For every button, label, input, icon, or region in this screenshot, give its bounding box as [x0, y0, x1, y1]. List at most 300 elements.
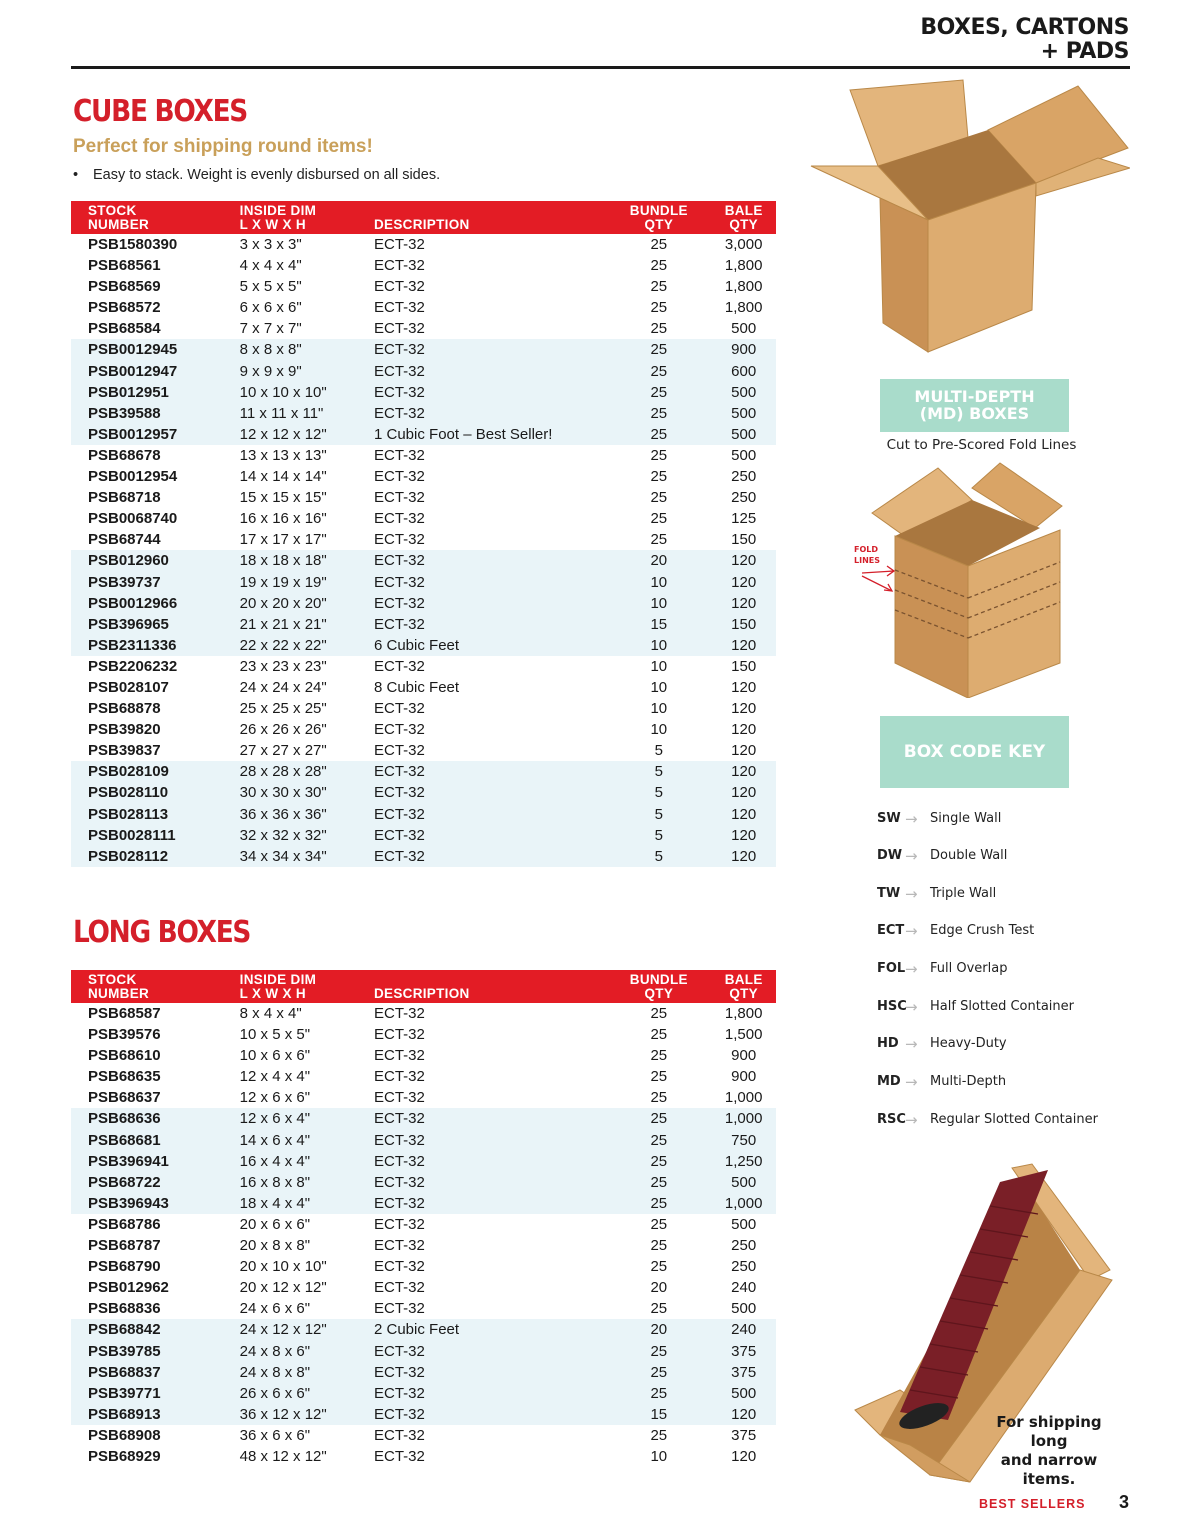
header-inside-dim: INSIDE DIM L X W X H: [240, 201, 374, 234]
cell-stock-number: PSB68837: [71, 1362, 240, 1383]
cell-stock-number: PSB0012947: [71, 361, 240, 382]
header-bale-qty: BALE QTY: [711, 201, 776, 234]
cell-bundle-qty: 25: [650, 510, 668, 528]
table-row: [71, 1383, 776, 1404]
cell-stock-number: PSB68722: [71, 1172, 240, 1193]
cell-description: 8 Cubic Feet: [374, 678, 460, 696]
cell-bundle-qty: 25: [606, 1193, 711, 1214]
cell-bale-qty: 120: [731, 1447, 757, 1465]
cell-stock-number: PSB396943: [71, 1193, 240, 1214]
cell-bale-qty: 120: [731, 678, 757, 696]
cell-bale-qty: 120: [711, 761, 776, 782]
table-row: [71, 614, 776, 635]
cell-description: ECT-32: [374, 1447, 425, 1465]
page-header-title: [920, 16, 1129, 64]
cell-stock-number: PSB68836: [88, 1300, 161, 1318]
long-caption-line-2: and narrow items.: [1000, 1451, 1098, 1488]
cell-stock-number: PSB0012966: [71, 593, 240, 614]
table-row: [71, 403, 776, 424]
cell-stock-number: PSB68786: [88, 1215, 161, 1233]
cell-inside-dim: 27 x 27 x 27": [239, 742, 327, 760]
table-row: [71, 508, 776, 529]
cell-description: ECT-32: [374, 614, 606, 635]
arrow-right-icon: →: [905, 998, 918, 1016]
cell-bale-qty: 3,000: [724, 236, 763, 253]
table-row: [71, 1172, 776, 1193]
cell-bale-qty: 120: [731, 721, 757, 739]
cell-description: ECT-32: [374, 572, 606, 593]
cell-bundle-qty: 25: [650, 1005, 668, 1022]
cell-inside-dim: 16 x 16 x 16": [239, 510, 327, 528]
cell-inside-dim: 23 x 23 x 23": [239, 657, 327, 675]
cell-bale-qty: 1,800: [724, 1005, 763, 1022]
cell-description: ECT-32: [374, 1108, 606, 1129]
table-row: [71, 1277, 776, 1298]
bullet-dot: •: [73, 167, 79, 183]
cell-bale-qty: 120: [711, 782, 776, 803]
bullet-text: Easy to stack. Weight is evenly disbursed on all sides.: [93, 167, 441, 183]
header-inside-dim: INSIDE DIM L X W X H: [240, 970, 374, 1003]
cell-bale-qty: 120: [731, 700, 757, 718]
cell-inside-dim: 12 x 12 x 12": [240, 424, 374, 445]
cell-inside-dim: 5 x 5 x 5": [239, 278, 302, 296]
cell-bale-qty: 750: [711, 1130, 776, 1151]
cell-bundle-qty: 25: [650, 1237, 668, 1255]
table-row: [71, 825, 776, 846]
cell-stock-number: PSB68636: [71, 1108, 240, 1129]
cell-bale-qty: 1,800: [724, 278, 763, 296]
cell-bale-qty: 1,500: [724, 1026, 763, 1044]
header-stock-number: STOCK NUMBER: [71, 970, 240, 1003]
cell-bundle-qty: 25: [650, 489, 668, 507]
header-line-2: + PADS: [1040, 39, 1129, 64]
cell-bundle-qty: 25: [606, 424, 711, 445]
cell-inside-dim: 36 x 6 x 6": [239, 1426, 311, 1444]
cell-bundle-qty: 5: [606, 761, 711, 782]
cell-inside-dim: 26 x 26 x 26": [239, 721, 327, 739]
footer-best-sellers: BEST SELLERS: [979, 1497, 1086, 1511]
cell-bale-qty: 250: [731, 1237, 757, 1255]
cell-bale-qty: 900: [731, 1047, 757, 1065]
cell-bale-qty: 500: [711, 382, 776, 403]
cell-inside-dim: 24 x 8 x 6": [240, 1341, 374, 1362]
cube-boxes-bullet: [73, 167, 440, 183]
cell-bundle-qty: 25: [650, 1258, 668, 1276]
cell-bale-qty: 250: [731, 489, 757, 507]
md-banner-line-2: (MD) BOXES: [919, 404, 1030, 423]
cell-bale-qty: 120: [711, 846, 776, 867]
box-code: ECT: [877, 923, 905, 938]
cell-bundle-qty: 10: [606, 593, 711, 614]
cell-inside-dim: 16 x 4 x 4": [240, 1151, 374, 1172]
table-row: [71, 698, 776, 719]
cell-inside-dim: 15 x 15 x 15": [239, 489, 327, 507]
box-code: DW: [877, 848, 903, 863]
cell-bale-qty: 150: [731, 531, 757, 549]
table-row: [71, 1108, 776, 1129]
cell-bundle-qty: 10: [650, 700, 668, 718]
cell-inside-dim: 11 x 11 x 11": [240, 403, 374, 424]
cell-description: ECT-32: [374, 1426, 425, 1444]
arrow-right-icon: →: [905, 1035, 918, 1053]
table-row: [71, 466, 776, 487]
cell-stock-number: PSB68561: [88, 257, 161, 275]
header-stock-number: STOCK NUMBER: [71, 201, 240, 234]
cell-bundle-qty: 25: [606, 1341, 711, 1362]
table-row: [71, 1151, 776, 1172]
table-row: [71, 635, 776, 656]
table-row: [71, 1425, 776, 1446]
cell-description: ECT-32: [374, 1047, 425, 1065]
cell-inside-dim: 30 x 30 x 30": [240, 782, 374, 803]
cell-stock-number: PSB39771: [71, 1383, 240, 1404]
cell-stock-number: PSB68637: [88, 1089, 161, 1107]
cell-inside-dim: 10 x 6 x 6": [239, 1047, 311, 1065]
cell-inside-dim: 14 x 6 x 4": [240, 1130, 374, 1151]
cell-description: ECT-32: [374, 361, 606, 382]
table-row: [71, 234, 776, 255]
table-row: [71, 1256, 776, 1277]
cell-bundle-qty: 10: [650, 657, 668, 675]
cell-stock-number: PSB1580390: [88, 236, 178, 253]
cell-bundle-qty: 10: [606, 572, 711, 593]
box-code: MD: [877, 1074, 901, 1089]
cell-inside-dim: 8 x 8 x 8": [240, 339, 374, 360]
arrow-right-icon: →: [905, 960, 918, 978]
header-description: DESCRIPTION: [374, 970, 606, 1003]
cell-stock-number: PSB0028111: [71, 825, 240, 846]
cell-description: ECT-32: [374, 510, 425, 528]
cell-stock-number: PSB68790: [88, 1258, 161, 1276]
cube-boxes-title: CUBE BOXES: [73, 94, 247, 129]
cell-inside-dim: 18 x 18 x 18": [240, 550, 374, 571]
table-row: [71, 782, 776, 803]
fold-lines-label-1: FOLD: [854, 545, 879, 554]
cell-bale-qty: 250: [731, 468, 757, 486]
cell-inside-dim: 19 x 19 x 19": [240, 572, 374, 593]
cell-inside-dim: 20 x 8 x 8": [239, 1237, 311, 1255]
table-header-row: [71, 970, 776, 1003]
cell-bundle-qty: 5: [606, 825, 711, 846]
cell-description: ECT-32: [374, 320, 425, 338]
table-row: [71, 804, 776, 825]
cell-inside-dim: 9 x 9 x 9": [240, 361, 374, 382]
cell-inside-dim: 34 x 34 x 34": [240, 846, 374, 867]
cell-bundle-qty: 25: [650, 236, 668, 253]
cell-description: ECT-32: [374, 468, 425, 486]
cell-bale-qty: 1,800: [724, 299, 763, 317]
table-row: [71, 1235, 776, 1256]
arrow-right-icon: →: [905, 1073, 918, 1091]
cell-bundle-qty: 10: [606, 635, 711, 656]
cell-inside-dim: 12 x 6 x 4": [240, 1108, 374, 1129]
table-row: [71, 255, 776, 276]
cell-stock-number: PSB68718: [88, 489, 161, 507]
cell-bale-qty: 150: [711, 614, 776, 635]
table-row: [71, 276, 776, 297]
cell-bundle-qty: 5: [606, 846, 711, 867]
cell-bale-qty: 500: [711, 403, 776, 424]
cell-inside-dim: 12 x 4 x 4": [239, 1068, 311, 1086]
cell-stock-number: PSB68842: [71, 1319, 240, 1340]
table-row: [71, 529, 776, 550]
cell-description: ECT-32: [374, 804, 606, 825]
cell-bale-qty: 900: [711, 339, 776, 360]
cell-stock-number: PSB68913: [71, 1404, 240, 1425]
cell-inside-dim: 22 x 22 x 22": [240, 635, 374, 656]
multi-depth-box-image: [850, 458, 1090, 698]
cell-inside-dim: 18 x 4 x 4": [240, 1193, 374, 1214]
box-code-label: Heavy-Duty: [930, 1036, 1007, 1051]
multi-depth-banner: [880, 379, 1069, 432]
cell-bundle-qty: 25: [650, 531, 668, 549]
table-row: [71, 740, 776, 761]
cell-inside-dim: 7 x 7 x 7": [239, 320, 302, 338]
cell-bale-qty: 120: [711, 804, 776, 825]
cell-bale-qty: 375: [711, 1341, 776, 1362]
cell-bundle-qty: 25: [606, 1383, 711, 1404]
cell-description: ECT-32: [374, 1026, 425, 1044]
cell-bale-qty: 375: [731, 1426, 757, 1444]
table-row: [71, 1130, 776, 1151]
cell-bundle-qty: 5: [606, 782, 711, 803]
long-table-body: [71, 1003, 776, 1467]
cell-stock-number: PSB012962: [88, 1279, 169, 1297]
cell-description: ECT-32: [374, 299, 425, 317]
cell-bundle-qty: 25: [650, 1068, 668, 1086]
cell-description: ECT-32: [374, 1383, 606, 1404]
cell-bale-qty: 500: [711, 1383, 776, 1404]
cell-description: ECT-32: [374, 382, 606, 403]
table-row: [71, 1087, 776, 1108]
cell-bundle-qty: 25: [650, 1047, 668, 1065]
table-row: [71, 1446, 776, 1467]
cell-description: ECT-32: [374, 1151, 606, 1172]
cell-description: ECT-32: [374, 1005, 425, 1022]
box-code-label: Multi-Depth: [930, 1074, 1007, 1089]
cell-bale-qty: 120: [711, 572, 776, 593]
long-boxes-table: [71, 970, 776, 1467]
cell-bundle-qty: 25: [606, 403, 711, 424]
cell-description: ECT-32: [374, 1089, 425, 1107]
cell-stock-number: PSB68587: [88, 1005, 161, 1022]
cell-inside-dim: 10 x 10 x 10": [240, 382, 374, 403]
box-code: TW: [877, 886, 901, 901]
cell-bale-qty: 120: [711, 825, 776, 846]
cell-description: ECT-32: [374, 1341, 606, 1362]
cell-bundle-qty: 25: [650, 257, 668, 275]
header-rule: [71, 66, 1130, 69]
table-row: [71, 297, 776, 318]
cell-bundle-qty: 20: [606, 550, 711, 571]
md-caption: Cut to Pre-Scored Fold Lines: [886, 437, 1077, 453]
table-row: [71, 656, 776, 677]
cell-bundle-qty: 25: [606, 1151, 711, 1172]
cell-stock-number: PSB028113: [71, 804, 240, 825]
cell-bale-qty: 500: [731, 320, 757, 338]
cell-description: 1 Cubic Foot – Best Seller!: [374, 424, 606, 445]
cell-bundle-qty: 25: [650, 1426, 668, 1444]
cell-bundle-qty: 25: [650, 320, 668, 338]
cell-bale-qty: 250: [731, 1258, 757, 1276]
cell-description: ECT-32: [374, 846, 606, 867]
cell-inside-dim: 4 x 4 x 4": [239, 257, 302, 275]
page-number: 3: [1119, 1492, 1130, 1512]
cell-description: ECT-32: [374, 1362, 606, 1383]
box-code-label: Regular Slotted Container: [930, 1112, 1098, 1127]
cell-description: ECT-32: [374, 1193, 606, 1214]
cell-description: 2 Cubic Feet: [374, 1319, 606, 1340]
cell-description: ECT-32: [374, 593, 606, 614]
cell-description: ECT-32: [374, 761, 606, 782]
cell-description: ECT-32: [374, 257, 425, 275]
arrow-right-icon: →: [905, 1111, 918, 1129]
cell-bale-qty: 1,000: [711, 1193, 776, 1214]
cell-inside-dim: 20 x 6 x 6": [239, 1215, 311, 1233]
cell-stock-number: PSB68929: [88, 1447, 161, 1465]
cell-description: ECT-32: [374, 1404, 606, 1425]
cell-stock-number: PSB68787: [88, 1237, 161, 1255]
cell-inside-dim: 36 x 12 x 12": [240, 1404, 374, 1425]
cell-stock-number: PSB39820: [88, 721, 161, 739]
cell-description: ECT-32: [374, 1300, 425, 1318]
cube-box-image: [808, 78, 1130, 354]
cell-bale-qty: 1,000: [724, 1089, 763, 1107]
table-row: [71, 846, 776, 867]
cell-inside-dim: 24 x 24 x 24": [239, 678, 327, 696]
table-row: [71, 1024, 776, 1045]
cell-bundle-qty: 10: [650, 678, 668, 696]
table-row: [71, 1404, 776, 1425]
cell-bale-qty: 120: [711, 593, 776, 614]
cell-inside-dim: 24 x 12 x 12": [240, 1319, 374, 1340]
cell-description: ECT-32: [374, 236, 425, 253]
cell-inside-dim: 16 x 8 x 8": [240, 1172, 374, 1193]
box-code-label: Triple Wall: [930, 886, 997, 901]
md-banner-line-1: MULTI-DEPTH: [914, 387, 1035, 406]
cell-bale-qty: 1,000: [711, 1108, 776, 1129]
cell-stock-number: PSB0068740: [88, 510, 178, 528]
header-bundle-qty: BUNDLE QTY: [606, 201, 711, 234]
cell-description: ECT-32: [374, 1068, 425, 1086]
cell-description: ECT-32: [374, 1279, 425, 1297]
cell-bale-qty: 500: [731, 1215, 757, 1233]
cell-description: ECT-32: [374, 782, 606, 803]
table-row: [71, 424, 776, 445]
cell-bundle-qty: 20: [606, 1319, 711, 1340]
cell-description: ECT-32: [374, 339, 606, 360]
cell-stock-number: PSB39576: [88, 1026, 161, 1044]
cell-stock-number: PSB012951: [71, 382, 240, 403]
table-row: [71, 1298, 776, 1319]
arrow-right-icon: →: [905, 810, 918, 828]
box-code: FOL: [877, 961, 906, 976]
cell-description: ECT-32: [374, 403, 606, 424]
cell-description: ECT-32: [374, 721, 425, 739]
cell-inside-dim: 21 x 21 x 21": [240, 614, 374, 635]
box-code: HD: [877, 1036, 899, 1051]
long-caption-line-1: For shipping long: [996, 1413, 1102, 1450]
cell-bundle-qty: 25: [606, 1130, 711, 1151]
cell-inside-dim: 20 x 12 x 12": [239, 1279, 327, 1297]
cell-bundle-qty: 5: [654, 742, 663, 760]
cell-bale-qty: 500: [731, 1300, 757, 1318]
cell-inside-dim: 8 x 4 x 4": [239, 1005, 302, 1022]
cell-stock-number: PSB39588: [71, 403, 240, 424]
cell-inside-dim: 28 x 28 x 28": [240, 761, 374, 782]
cell-description: 6 Cubic Feet: [374, 635, 606, 656]
cell-bundle-qty: 5: [606, 804, 711, 825]
cell-inside-dim: 14 x 14 x 14": [239, 468, 327, 486]
cell-stock-number: PSB39785: [71, 1341, 240, 1362]
cell-inside-dim: 26 x 6 x 6": [240, 1383, 374, 1404]
box-code-label: Half Slotted Container: [930, 999, 1074, 1014]
cell-stock-number: PSB0012954: [88, 468, 178, 486]
header-description: DESCRIPTION: [374, 201, 606, 234]
cell-bale-qty: 120: [711, 1404, 776, 1425]
table-row: [71, 550, 776, 571]
cell-description: ECT-32: [374, 657, 425, 675]
cell-description: ECT-32: [374, 742, 425, 760]
cell-bundle-qty: 25: [650, 1215, 668, 1233]
cell-inside-dim: 36 x 36 x 36": [240, 804, 374, 825]
cell-bundle-qty: 25: [650, 1300, 668, 1318]
box-code-label: Double Wall: [930, 848, 1008, 863]
table-row: [71, 339, 776, 360]
cube-boxes-table: [71, 201, 776, 867]
cell-stock-number: PSB2206232: [88, 657, 178, 675]
cell-stock-number: PSB028110: [71, 782, 240, 803]
cell-description: ECT-32: [374, 531, 425, 549]
cell-inside-dim: 10 x 5 x 5": [239, 1026, 311, 1044]
header-bale-qty: BALE QTY: [711, 970, 776, 1003]
cell-stock-number: PSB39737: [71, 572, 240, 593]
table-row: [71, 1362, 776, 1383]
cell-description: ECT-32: [374, 446, 425, 464]
cell-description: ECT-32: [374, 1215, 425, 1233]
cell-bundle-qty: 15: [606, 614, 711, 635]
cell-bundle-qty: 25: [650, 278, 668, 296]
long-boxes-title: LONG BOXES: [73, 915, 251, 950]
table-row: [71, 719, 776, 740]
cell-inside-dim: 24 x 8 x 8": [240, 1362, 374, 1383]
cell-inside-dim: 32 x 32 x 32": [240, 825, 374, 846]
cell-bundle-qty: 25: [606, 1362, 711, 1383]
cell-inside-dim: 3 x 3 x 3": [239, 236, 302, 253]
cell-bundle-qty: 25: [650, 1026, 668, 1044]
header-bundle-qty: BUNDLE QTY: [606, 970, 711, 1003]
cell-inside-dim: 13 x 13 x 13": [239, 446, 327, 464]
cube-table-body: [71, 234, 776, 867]
box-code-label: Full Overlap: [930, 961, 1008, 976]
table-row: [71, 361, 776, 382]
cell-inside-dim: 48 x 12 x 12": [239, 1447, 327, 1465]
cell-description: ECT-32: [374, 700, 425, 718]
fold-lines-label-2: LINES: [854, 556, 880, 565]
cell-bale-qty: 240: [731, 1279, 757, 1297]
cell-inside-dim: 24 x 6 x 6": [239, 1300, 311, 1318]
cell-bale-qty: 240: [711, 1319, 776, 1340]
cell-stock-number: PSB68878: [88, 700, 161, 718]
table-row: [71, 1319, 776, 1340]
table-row: [71, 1003, 776, 1024]
cell-stock-number: PSB68681: [71, 1130, 240, 1151]
cell-bale-qty: 120: [731, 742, 757, 760]
cell-description: ECT-32: [374, 1172, 606, 1193]
cell-description: ECT-32: [374, 550, 606, 571]
header-line-1: BOXES, CARTONS: [920, 15, 1129, 40]
cell-stock-number: PSB028112: [71, 846, 240, 867]
